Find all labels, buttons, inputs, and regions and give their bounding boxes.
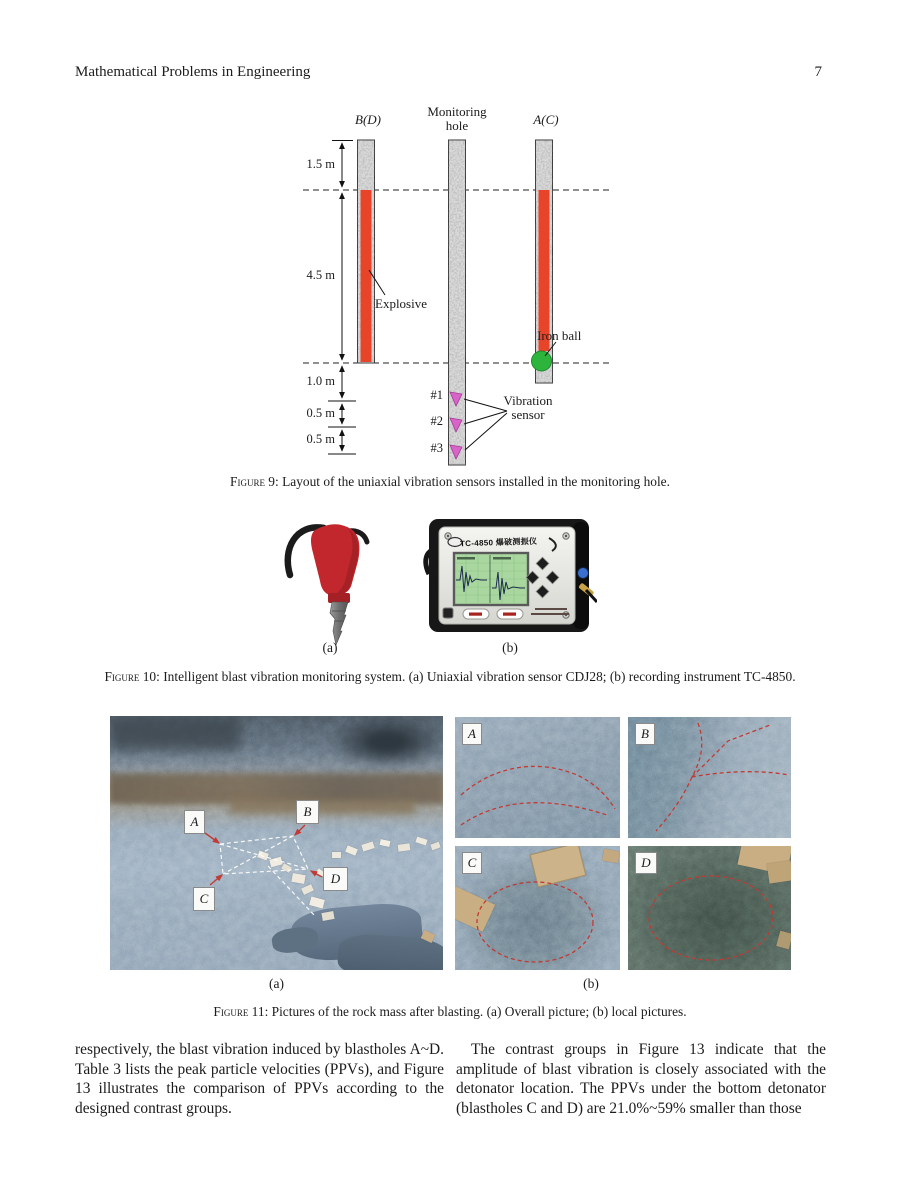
figure9-caption: [75, 473, 825, 490]
figure11-local-photo-A: [455, 717, 620, 838]
blasthole-layout-overlay: [110, 716, 443, 970]
sensor-3-label: #3: [430, 441, 443, 455]
iron-ball: [532, 351, 552, 371]
dimension-0-5m-b: 0.5 m: [306, 432, 335, 446]
overall-label-C: C: [193, 887, 215, 911]
left-paragraph: respectively, the blast vibration induced by blastholes A~D. Table 3 lists the peak particle velocities (PPVs), and Figure 13 illustrates the comparison of PPVs according to the designed contrast groups.: [75, 1041, 444, 1117]
overall-label-B: B: [296, 800, 319, 824]
local-label-C: C: [462, 852, 482, 874]
power-button: [443, 608, 453, 618]
figure11-overall-photo: [110, 716, 443, 970]
journal-title: Mathematical Problems in Engineering: [75, 64, 311, 80]
sensor-2-label: #2: [430, 414, 443, 428]
figure10-photo-sensor: [278, 515, 382, 645]
figure10-sublabel-a: (a): [322, 640, 338, 655]
figure11-caption: [75, 1003, 825, 1020]
figure9-caption-label: Figure 9:: [230, 474, 279, 489]
iron-ball-label: Iron ball: [537, 328, 582, 343]
explosive-charge-right: [539, 190, 550, 351]
recorder-tc4850-drawing: [423, 516, 597, 638]
figure11-local-photo-B: [628, 717, 791, 838]
vibration-sensor-label: [487, 394, 569, 422]
figure10-caption: [75, 668, 825, 685]
local-label-D: D: [635, 852, 657, 874]
dimension-1-0m: 1.0 m: [306, 374, 335, 388]
figure10-photo-recorder: [423, 516, 597, 638]
monitoring-line2: hole: [445, 118, 469, 133]
explosive-charge-left: [361, 190, 372, 362]
borehole-label-BD: B(D): [355, 112, 381, 127]
figure11-caption-text: Pictures of the rock mass after blasting. (a) Overall picture; (b) local pictures.: [268, 1004, 687, 1019]
body-column-right: [456, 1040, 826, 1118]
vibration-line2: sensor: [511, 407, 545, 422]
borehole-label-AC: A(C): [533, 112, 559, 127]
figure11-sublabel-a: (a): [269, 976, 284, 991]
sensor-1-label: #1: [430, 388, 443, 402]
vibration-line1: Vibration: [503, 393, 553, 408]
page-number: 7: [814, 64, 822, 80]
device-model-text: TC-4850 爆破测振仪: [459, 536, 538, 549]
local-label-A: A: [462, 723, 482, 745]
local-label-B: B: [635, 723, 655, 745]
dimension-0-5m-a: 0.5 m: [306, 406, 335, 420]
figure10-sublabel-b: (b): [502, 640, 518, 655]
figure10-caption-label: Figure 10:: [104, 669, 160, 684]
figure9-caption-text: Layout of the uniaxial vibration sensors installed in the monitoring hole.: [278, 474, 670, 489]
figure11-local-photo-C: [455, 846, 620, 970]
figure9-diagram: [285, 105, 615, 473]
dimension-1-5m: 1.5 m: [306, 157, 335, 171]
figure10-caption-text: Intelligent blast vibration monitoring system. (a) Uniaxial vibration sensor CDJ28; (b) recording instrument TC-4850.: [159, 669, 796, 684]
body-column-left: [75, 1040, 444, 1118]
side-connector-blue: [578, 568, 589, 579]
explosive-label: Explosive: [375, 296, 427, 311]
right-paragraph: The contrast groups in Figure 13 indicate that the amplitude of blast vibration is closely associated with the detonator location. The PPVs under the bottom detonator (blastholes C and D) are 21.0%~59% smaller than those: [456, 1041, 826, 1117]
overall-label-A: A: [184, 810, 205, 834]
figure11-local-photo-D: [628, 846, 791, 970]
figure11-sublabel-b: (b): [583, 976, 599, 991]
sensor-cdj28-drawing: [278, 515, 382, 645]
red-pointer-arrows: [205, 825, 322, 885]
dimension-4-5m: 4.5 m: [306, 268, 335, 282]
sensor-collar: [328, 593, 350, 603]
borehole-label-monitoring: [419, 105, 495, 133]
figure11-caption-label: Figure 11:: [213, 1004, 269, 1019]
white-dashed-lines: [220, 836, 315, 916]
monitoring-line1: Monitoring: [427, 104, 487, 119]
overall-label-D: D: [323, 867, 348, 891]
sensor-spike: [330, 602, 348, 645]
